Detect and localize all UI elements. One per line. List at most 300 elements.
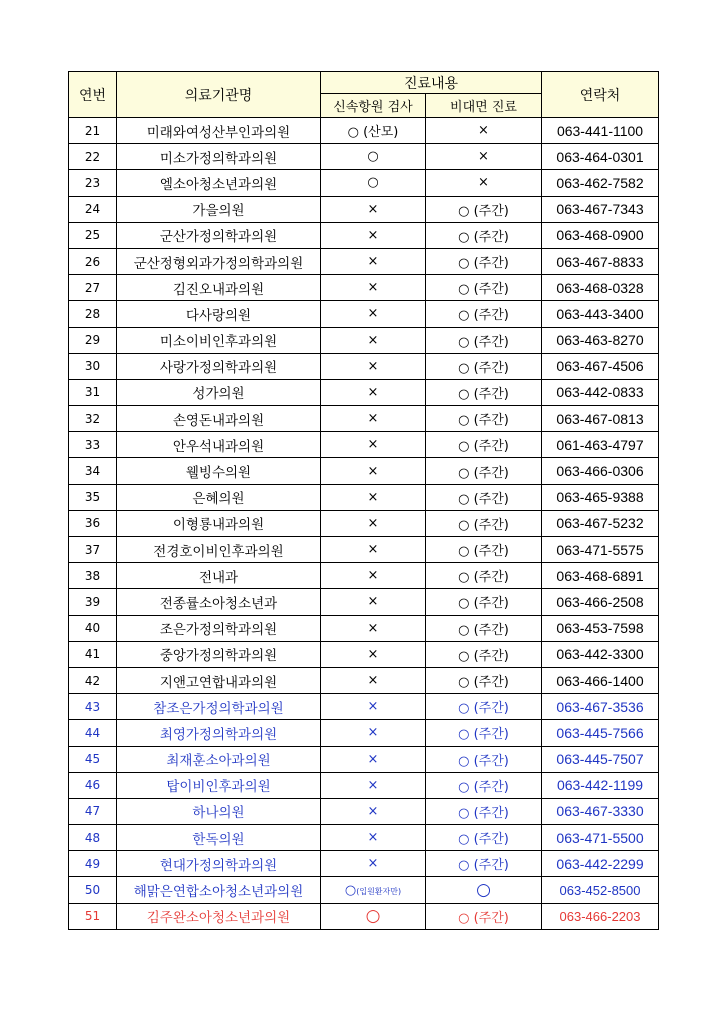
clinic-phone-text: 063-467-7343 <box>556 201 644 218</box>
clinic-phone-text: 063-467-3330 <box>556 803 644 820</box>
row-number <box>69 275 117 301</box>
clinic-name-text: 미래와여성산부인과의원 <box>146 124 291 141</box>
remote-care-status-text: × <box>478 149 489 165</box>
clinic-phone <box>542 772 659 798</box>
rapid-test-status <box>321 641 426 667</box>
clinic-phone-text: 063-467-5232 <box>556 515 644 532</box>
clinic-name <box>117 458 321 484</box>
clinic-name <box>117 275 321 301</box>
clinic-phone-text: 063-467-4506 <box>556 358 644 375</box>
clinic-phone-text: 063-452-8500 <box>559 882 641 898</box>
clinic-phone <box>542 720 659 746</box>
clinic-phone <box>542 222 659 248</box>
clinic-phone <box>542 615 659 641</box>
clinic-phone <box>542 851 659 877</box>
clinic-name <box>117 825 321 851</box>
table-row <box>69 851 659 877</box>
remote-care-status-text: ○ (주간) <box>458 203 509 219</box>
remote-care-status <box>426 353 542 379</box>
row-number-text: 40 <box>84 621 101 636</box>
clinic-name-text: 군산가정의학과의원 <box>159 229 278 246</box>
clinic-phone-text: 063-464-0301 <box>556 148 644 165</box>
row-number <box>69 353 117 379</box>
remote-care-status-text: ○ (주간) <box>458 544 509 560</box>
rapid-test-status-text: × <box>367 411 379 427</box>
row-number <box>69 825 117 851</box>
remote-care-status-text: ○ (주간) <box>458 753 509 769</box>
clinic-phone-text: 063-442-3300 <box>556 646 644 663</box>
clinic-phone-text: 063-463-8270 <box>556 332 644 349</box>
clinic-phone <box>542 694 659 720</box>
clinic-name <box>117 432 321 458</box>
row-number <box>69 903 117 929</box>
remote-care-status <box>426 144 542 170</box>
rapid-test-status-text: × <box>367 515 379 531</box>
row-number-text: 43 <box>84 699 101 714</box>
table-row <box>69 432 659 458</box>
rapid-test-status <box>321 589 426 615</box>
clinic-name-text: 전내과 <box>198 569 239 586</box>
clinic-name-text: 전종률소아청소년과 <box>159 595 278 612</box>
table-row <box>69 641 659 667</box>
row-number <box>69 196 117 222</box>
row-number-text: 21 <box>84 123 101 138</box>
remote-care-status-text: × <box>478 123 489 139</box>
row-number <box>69 563 117 589</box>
rapid-test-status <box>321 406 426 432</box>
clinic-name <box>117 746 321 772</box>
remote-care-status-text: ○ (주간) <box>458 491 509 507</box>
row-number-text: 45 <box>84 752 101 767</box>
remote-care-status <box>426 720 542 746</box>
row-number-text: 50 <box>84 883 101 898</box>
clinic-name-text: 탑이비인후과의원 <box>166 779 271 796</box>
row-number-text: 48 <box>84 830 101 845</box>
row-number <box>69 406 117 432</box>
clinic-phone <box>542 196 659 222</box>
clinic-phone-text: 063-467-8833 <box>556 253 644 270</box>
remote-care-status <box>426 537 542 563</box>
table-row <box>69 798 659 824</box>
remote-care-status <box>426 275 542 301</box>
table-row <box>69 589 659 615</box>
remote-care-status-text: ○ (주간) <box>458 622 509 638</box>
remote-care-status-text: ○ (주간) <box>458 439 509 455</box>
remote-care-status-text: ○ (주간) <box>458 360 509 376</box>
row-number <box>69 641 117 667</box>
clinic-phone-text: 063-445-7566 <box>556 724 644 741</box>
table-row <box>69 406 659 432</box>
clinic-phone-text: 063-445-7507 <box>556 751 644 768</box>
clinic-name-text: 김진오내과의원 <box>172 281 265 298</box>
clinic-phone-text: 061-463-4797 <box>556 436 644 453</box>
clinic-phone <box>542 248 659 274</box>
clinic-phone <box>542 275 659 301</box>
remote-care-status <box>426 667 542 693</box>
remote-care-status <box>426 641 542 667</box>
clinic-phone <box>542 484 659 510</box>
rapid-test-status-text: × <box>367 254 379 270</box>
remote-care-status-text: ○ (주간) <box>458 727 509 743</box>
rapid-test-status <box>321 301 426 327</box>
remote-care-status-text: ○ (주간) <box>458 517 509 533</box>
table-row <box>69 170 659 196</box>
remote-care-status <box>426 118 542 144</box>
clinic-name-text: 조은가정의학과의원 <box>159 622 278 639</box>
clinic-name-text: 웰빙수의원 <box>185 465 252 482</box>
table-row <box>69 694 659 720</box>
clinic-name-text: 군산정형외과가정의학과의원 <box>133 255 304 272</box>
rapid-test-status-text: × <box>367 803 379 819</box>
remote-care-status <box>426 563 542 589</box>
remote-care-status <box>426 432 542 458</box>
rapid-test-note: (입원환자만) <box>356 886 402 896</box>
row-number <box>69 746 117 772</box>
remote-care-status-text: ○ (주간) <box>458 832 509 848</box>
remote-care-status <box>426 877 542 903</box>
clinic-phone <box>542 746 659 772</box>
row-number <box>69 248 117 274</box>
clinic-phone <box>542 667 659 693</box>
clinic-phone <box>542 170 659 196</box>
table-row <box>69 196 659 222</box>
clinic-phone-text: 063-465-9388 <box>556 489 644 506</box>
clinic-phone <box>542 144 659 170</box>
clinic-phone-text: 063-466-2203 <box>559 908 641 924</box>
rapid-test-status <box>321 694 426 720</box>
table-row <box>69 563 659 589</box>
row-number <box>69 144 117 170</box>
remote-care-status-text: ○ (주간) <box>458 805 509 821</box>
row-number <box>69 720 117 746</box>
remote-care-status <box>426 825 542 851</box>
clinic-phone <box>542 537 659 563</box>
row-number <box>69 379 117 405</box>
clinic-phone <box>542 406 659 432</box>
clinic-name-text: 은혜의원 <box>192 491 245 508</box>
rapid-test-status <box>321 458 426 484</box>
remote-care-status <box>426 903 542 929</box>
row-number <box>69 484 117 510</box>
remote-care-status-text: ○ (주간) <box>458 386 509 402</box>
clinic-name <box>117 327 321 353</box>
row-number <box>69 851 117 877</box>
clinic-phone <box>542 877 659 903</box>
rapid-test-status-text: ○ <box>344 882 357 898</box>
clinic-phone <box>542 458 659 484</box>
rapid-test-status-text: × <box>367 594 379 610</box>
clinic-name-text: 미소이비인후과의원 <box>159 334 278 351</box>
table-row <box>69 667 659 693</box>
clinic-name-text: 손영돈내과의원 <box>172 412 265 429</box>
table-row <box>69 144 659 170</box>
rapid-test-status <box>321 877 426 903</box>
row-number <box>69 772 117 798</box>
rapid-test-status-text: × <box>367 358 379 374</box>
clinic-phone <box>542 301 659 327</box>
clinic-name <box>117 877 321 903</box>
rapid-test-status <box>321 222 426 248</box>
row-number <box>69 537 117 563</box>
rapid-test-status <box>321 825 426 851</box>
table-row <box>69 720 659 746</box>
rapid-test-status-text: × <box>367 568 379 584</box>
remote-care-status-text: ○ (주간) <box>458 570 509 586</box>
row-number <box>69 327 117 353</box>
remote-care-status-text: ○ (주간) <box>458 596 509 612</box>
clinic-name-text: 참조은가정의학과의원 <box>153 700 284 717</box>
rapid-test-status <box>321 772 426 798</box>
remote-care-status-text: ○ (주간) <box>458 308 509 324</box>
row-number-text: 51 <box>84 909 101 924</box>
row-number <box>69 432 117 458</box>
rapid-test-status-text: × <box>367 306 379 322</box>
remote-care-status-text: ○ (주간) <box>458 334 509 350</box>
rapid-test-status <box>321 432 426 458</box>
clinic-name <box>117 694 321 720</box>
row-number <box>69 667 117 693</box>
clinic-phone-text: 063-443-3400 <box>556 305 644 322</box>
row-number-text: 42 <box>84 673 101 688</box>
clinic-name-text: 김주완소아청소년과의원 <box>146 910 291 927</box>
rapid-test-status <box>321 327 426 353</box>
row-number <box>69 170 117 196</box>
clinic-name-text: 최재훈소아과의원 <box>166 753 271 770</box>
table-row <box>69 484 659 510</box>
clinic-phone <box>542 379 659 405</box>
clinic-name <box>117 144 321 170</box>
table-row <box>69 222 659 248</box>
clinic-phone-text: 063-467-3536 <box>556 698 644 715</box>
rapid-test-status <box>321 196 426 222</box>
rapid-test-status-text: × <box>367 646 379 662</box>
table-row <box>69 825 659 851</box>
clinic-phone <box>542 903 659 929</box>
clinic-phone-text: 063-442-1199 <box>556 777 644 794</box>
rapid-test-status <box>321 667 426 693</box>
table-row <box>69 327 659 353</box>
clinic-phone-text: 063-441-1100 <box>556 122 644 139</box>
clinic-name <box>117 301 321 327</box>
row-number-text: 36 <box>84 516 101 531</box>
row-number-text: 35 <box>84 490 101 505</box>
row-number-text: 46 <box>84 778 101 793</box>
clinic-name <box>117 170 321 196</box>
clinic-name <box>117 667 321 693</box>
table-row <box>69 903 659 929</box>
rapid-test-status-text: ○ <box>365 905 381 926</box>
clinic-name <box>117 772 321 798</box>
row-number-text: 30 <box>84 359 101 374</box>
clinic-phone <box>542 118 659 144</box>
clinic-name <box>117 903 321 929</box>
table-header <box>69 72 659 118</box>
remote-care-status-text: ○ (주간) <box>458 910 509 926</box>
remote-care-status <box>426 248 542 274</box>
clinic-phone <box>542 510 659 536</box>
clinic-phone <box>542 353 659 379</box>
clinic-name-text: 다사랑의원 <box>185 307 252 324</box>
clinic-phone <box>542 641 659 667</box>
row-number <box>69 458 117 484</box>
clinic-phone <box>542 563 659 589</box>
clinic-name-text: 지앤고연합내과의원 <box>159 674 278 691</box>
rapid-test-status-text: × <box>367 332 379 348</box>
rapid-test-status-text: ○ <box>367 175 379 191</box>
rapid-test-status-text: × <box>367 830 379 846</box>
rapid-test-status-text: × <box>367 280 379 296</box>
clinic-name-text: 최영가정의학과의원 <box>159 726 278 743</box>
row-number <box>69 589 117 615</box>
rapid-test-status-text: × <box>367 673 379 689</box>
clinic-name-text: 성가의원 <box>192 386 245 403</box>
clinic-name <box>117 589 321 615</box>
row-number-text: 29 <box>84 333 101 348</box>
table-row <box>69 248 659 274</box>
remote-care-status-text: ○ (주간) <box>458 282 509 298</box>
rapid-test-status <box>321 563 426 589</box>
clinic-name <box>117 222 321 248</box>
row-number <box>69 222 117 248</box>
remote-care-status-text: ○ (주간) <box>458 701 509 717</box>
clinic-phone-text: 063-468-6891 <box>556 567 644 584</box>
remote-care-status <box>426 589 542 615</box>
clinic-name-text: 전경호이비인후과의원 <box>153 543 284 560</box>
clinic-name <box>117 118 321 144</box>
rapid-test-status <box>321 510 426 536</box>
clinic-name <box>117 851 321 877</box>
clinic-phone <box>542 327 659 353</box>
rapid-test-status <box>321 720 426 746</box>
remote-care-status <box>426 222 542 248</box>
clinic-phone-text: 063-468-0328 <box>556 279 644 296</box>
rapid-test-status <box>321 746 426 772</box>
rapid-test-status-text: × <box>367 542 379 558</box>
header-remote-care: 비대면 진료 <box>426 94 542 118</box>
clinic-phone-text: 063-466-0306 <box>556 463 644 480</box>
header-rapid-test: 신속항원 검사 <box>321 94 426 118</box>
table-body <box>69 118 659 930</box>
table-row <box>69 615 659 641</box>
table-row <box>69 379 659 405</box>
clinic-name <box>117 248 321 274</box>
clinic-phone-text: 063-468-0900 <box>556 227 644 244</box>
remote-care-status-text: ○ (주간) <box>458 229 509 245</box>
rapid-test-status <box>321 170 426 196</box>
clinic-phone-text: 063-442-2299 <box>556 855 644 872</box>
remote-care-status <box>426 746 542 772</box>
clinic-name <box>117 484 321 510</box>
row-number-text: 31 <box>84 385 101 400</box>
rapid-test-status-text: × <box>367 699 379 715</box>
rapid-test-status-text: × <box>367 777 379 793</box>
clinic-name-text: 해맑은연합소아청소년과의원 <box>133 884 304 901</box>
remote-care-status <box>426 615 542 641</box>
remote-care-status-text: ○ (주간) <box>458 648 509 664</box>
row-number <box>69 615 117 641</box>
remote-care-status-text: ○ <box>476 879 491 900</box>
clinic-name <box>117 615 321 641</box>
rapid-test-status-text: × <box>367 725 379 741</box>
clinic-name <box>117 720 321 746</box>
remote-care-status <box>426 772 542 798</box>
clinic-name-text: 중앙가정의학과의원 <box>159 648 278 665</box>
remote-care-status <box>426 327 542 353</box>
remote-care-status-text: ○ (주간) <box>458 465 509 481</box>
rapid-test-status-text: ○ <box>367 149 379 165</box>
remote-care-status <box>426 406 542 432</box>
table-row <box>69 877 659 903</box>
rapid-test-status <box>321 851 426 877</box>
clinic-phone-text: 063-466-2508 <box>556 593 644 610</box>
rapid-test-status-text: × <box>367 751 379 767</box>
rapid-test-status <box>321 144 426 170</box>
remote-care-status <box>426 458 542 484</box>
rapid-test-status-text: × <box>367 201 379 217</box>
remote-care-status <box>426 510 542 536</box>
row-number-text: 47 <box>84 804 101 819</box>
header-treatment: 진료내용 <box>321 72 542 94</box>
clinic-name <box>117 510 321 536</box>
clinic-name-text: 한독의원 <box>192 831 245 848</box>
table-row <box>69 772 659 798</box>
row-number <box>69 510 117 536</box>
clinic-phone-text: 063-471-5575 <box>556 541 644 558</box>
rapid-test-status-text: × <box>367 437 379 453</box>
remote-care-status-text: ○ (주간) <box>458 413 509 429</box>
remote-care-status <box>426 484 542 510</box>
row-number-text: 38 <box>84 568 101 583</box>
rapid-test-status-text: × <box>367 489 379 505</box>
header-contact: 연락처 <box>542 72 659 118</box>
table-row <box>69 510 659 536</box>
table-row <box>69 118 659 144</box>
row-number-text: 27 <box>84 280 101 295</box>
clinic-phone <box>542 798 659 824</box>
rapid-test-status <box>321 379 426 405</box>
clinic-name <box>117 406 321 432</box>
clinic-phone-text: 063-453-7598 <box>556 620 644 637</box>
row-number-text: 24 <box>84 202 101 217</box>
row-number-text: 23 <box>84 175 101 190</box>
clinic-phone <box>542 589 659 615</box>
remote-care-status <box>426 694 542 720</box>
table-row <box>69 746 659 772</box>
clinic-name <box>117 563 321 589</box>
row-number <box>69 301 117 327</box>
row-number-text: 34 <box>84 464 101 479</box>
clinic-phone-text: 063-462-7582 <box>556 174 644 191</box>
rapid-test-status <box>321 353 426 379</box>
remote-care-status-text: ○ (주간) <box>458 256 509 272</box>
row-number-text: 25 <box>84 228 101 243</box>
clinic-phone-text: 063-471-5500 <box>556 829 644 846</box>
table-row <box>69 353 659 379</box>
rapid-test-status <box>321 118 426 144</box>
remote-care-status-text: × <box>478 175 489 191</box>
clinic-name-text: 엘소아청소년과의원 <box>159 176 278 193</box>
remote-care-status <box>426 379 542 405</box>
clinic-name-text: 가을의원 <box>192 203 245 220</box>
remote-care-status <box>426 798 542 824</box>
row-number-text: 22 <box>84 149 101 164</box>
clinic-name <box>117 798 321 824</box>
rapid-test-status-text: × <box>367 856 379 872</box>
row-number-text: 49 <box>84 856 101 871</box>
remote-care-status <box>426 170 542 196</box>
clinic-name-text: 하나의원 <box>192 805 245 822</box>
rapid-test-status-text: × <box>367 227 379 243</box>
